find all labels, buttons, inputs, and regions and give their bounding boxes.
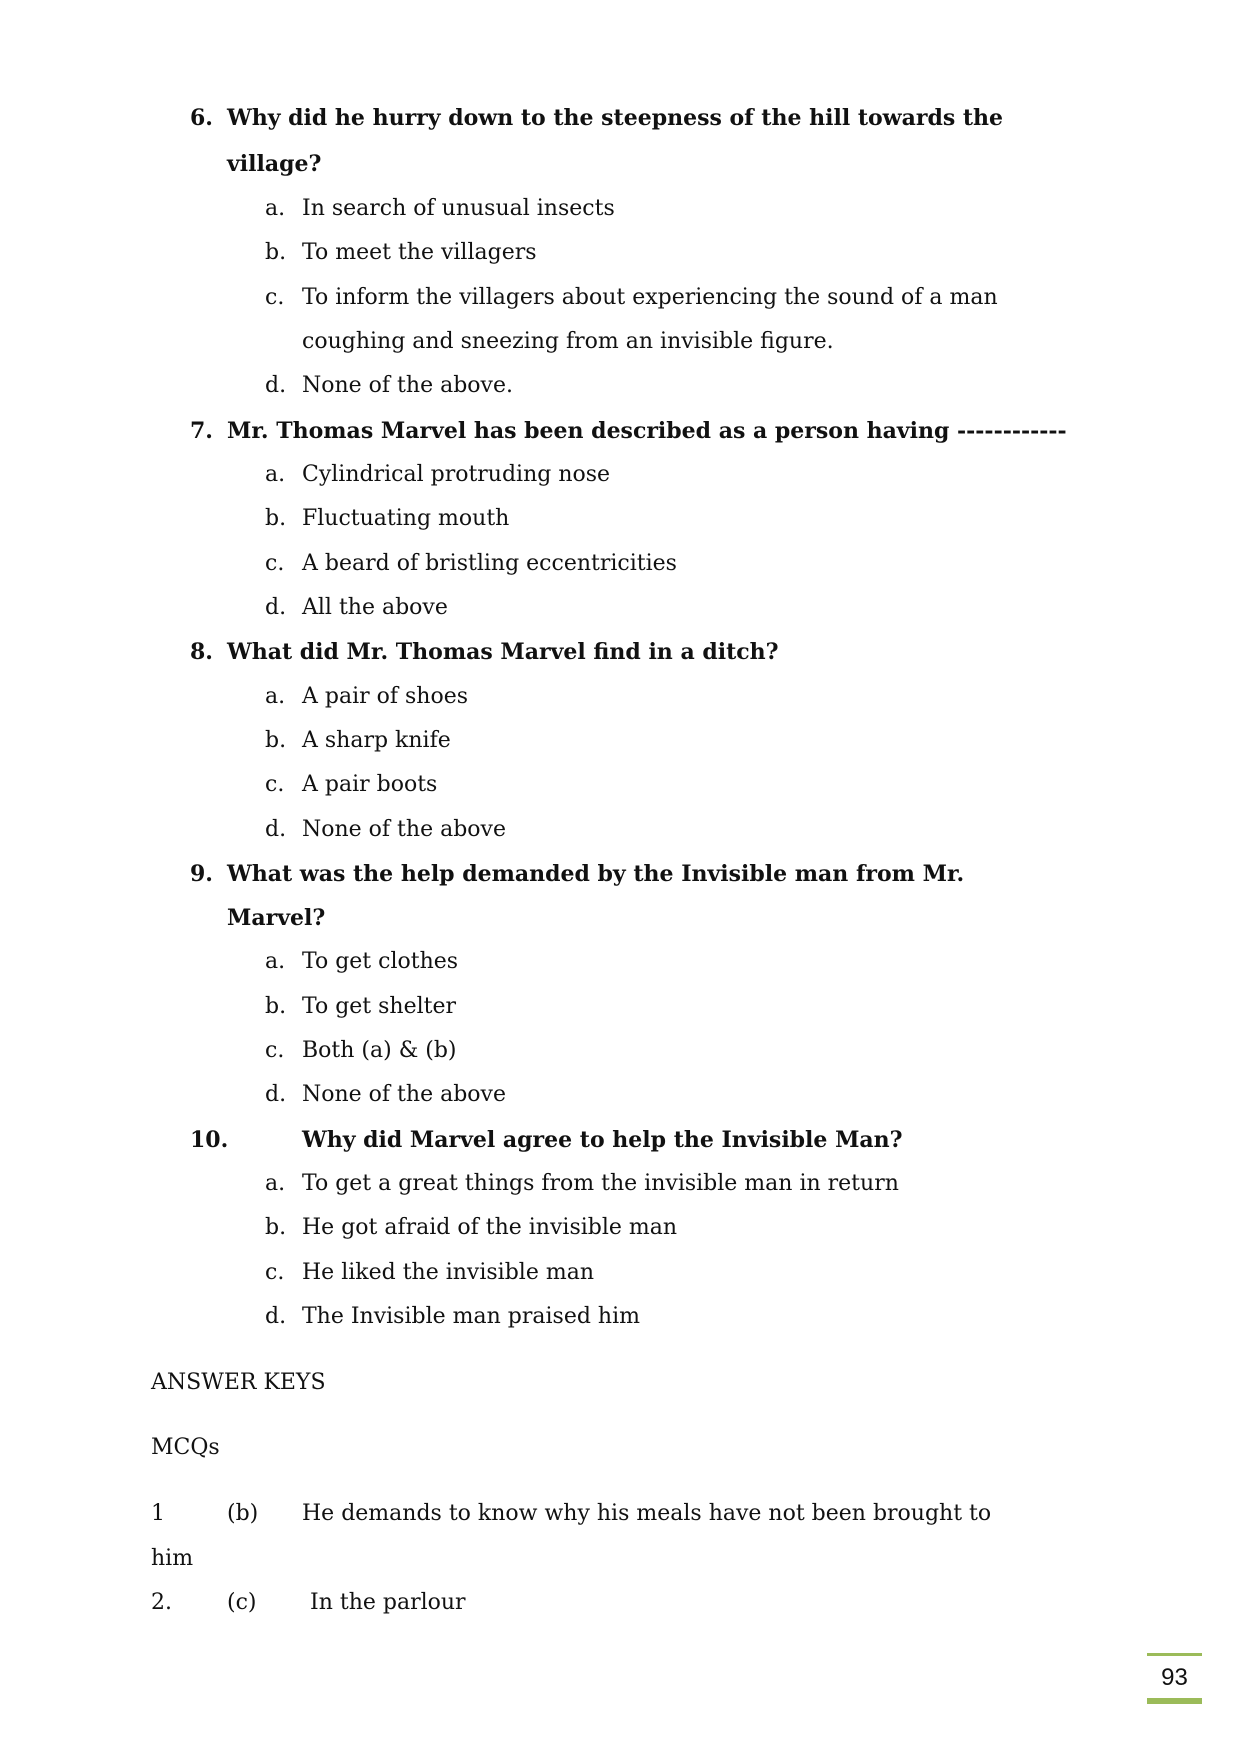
option-letter: a. [265, 684, 286, 709]
option-text: Both (a) & (b) [302, 1038, 457, 1063]
option-text: To get shelter [302, 994, 457, 1019]
option-text: A beard of bristling eccentricities [302, 551, 677, 576]
option-letter: c. [265, 551, 285, 576]
option-text: None of the above [302, 817, 506, 842]
question-number: 8. [190, 639, 213, 665]
option-letter: c. [265, 772, 285, 797]
page-number: 93 [1161, 1664, 1188, 1691]
question-text: What was the help demanded by the Invisible man from Mr. [227, 861, 965, 887]
answer-option: (c) [227, 1590, 257, 1615]
option-text: He got afraid of the invisible man [302, 1215, 678, 1240]
option-letter: b. [265, 240, 287, 265]
mcqs-heading: MCQs [151, 1435, 220, 1460]
option-letter: c. [265, 1038, 285, 1063]
option-text: coughing and sneezing from an invisible figure. [302, 329, 834, 354]
question-text: Why did he hurry down to the steepness of the hill towards the [227, 105, 1004, 131]
option-letter: b. [265, 1215, 287, 1240]
option-text: To get clothes [302, 949, 459, 974]
answer-number: 1 [151, 1501, 165, 1526]
option-letter: d. [265, 1082, 287, 1107]
answer-text: He demands to know why his meals have not been brought to [302, 1501, 992, 1526]
option-text: In search of unusual insects [302, 196, 615, 221]
answer-number: 2. [151, 1590, 172, 1615]
option-letter: c. [265, 285, 285, 310]
option-letter: a. [265, 462, 286, 487]
option-text: To get a great things from the invisible man in return [302, 1171, 899, 1196]
option-letter: a. [265, 949, 286, 974]
option-text: Cylindrical protruding nose [302, 462, 611, 487]
question-number: 9. [190, 861, 213, 887]
option-letter: b. [265, 506, 287, 531]
question-text: Why did Marvel agree to help the Invisible Man? [302, 1127, 903, 1153]
option-text: To meet the villagers [302, 240, 537, 265]
answer-text: In the parlour [310, 1590, 466, 1615]
question-number: 10. [190, 1127, 229, 1153]
option-letter: c. [265, 1260, 285, 1285]
option-text: A sharp knife [302, 728, 451, 753]
page-number-bottom-rule [1147, 1698, 1202, 1704]
question-text: village? [227, 151, 322, 177]
option-text: None of the above [302, 1082, 506, 1107]
page-number-top-rule [1147, 1653, 1202, 1656]
question-text: Marvel? [227, 905, 326, 931]
option-text: Fluctuating mouth [302, 506, 510, 531]
question-number: 7. [190, 418, 213, 444]
option-text: All the above [302, 595, 448, 620]
option-text: He liked the invisible man [302, 1260, 594, 1285]
option-letter: d. [265, 373, 287, 398]
option-text: A pair of shoes [302, 684, 469, 709]
option-text: To inform the villagers about experiencing the sound of a man [302, 285, 998, 310]
option-letter: b. [265, 728, 287, 753]
option-letter: d. [265, 817, 287, 842]
question-number: 6. [190, 105, 213, 131]
option-letter: b. [265, 994, 287, 1019]
option-letter: d. [265, 1304, 287, 1329]
option-text: The Invisible man praised him [302, 1304, 640, 1329]
option-text: None of the above. [302, 373, 513, 398]
option-text: A pair boots [302, 772, 438, 797]
option-letter: a. [265, 1171, 286, 1196]
question-text: What did Mr. Thomas Marvel find in a ditch? [227, 639, 779, 665]
answer-keys-heading: ANSWER KEYS [151, 1370, 326, 1395]
question-text: Mr. Thomas Marvel has been described as a person having ------------ [227, 418, 1067, 444]
option-letter: a. [265, 196, 286, 221]
answer-option: (b) [227, 1501, 259, 1526]
option-letter: d. [265, 595, 287, 620]
answer-text-continuation: him [151, 1546, 194, 1571]
